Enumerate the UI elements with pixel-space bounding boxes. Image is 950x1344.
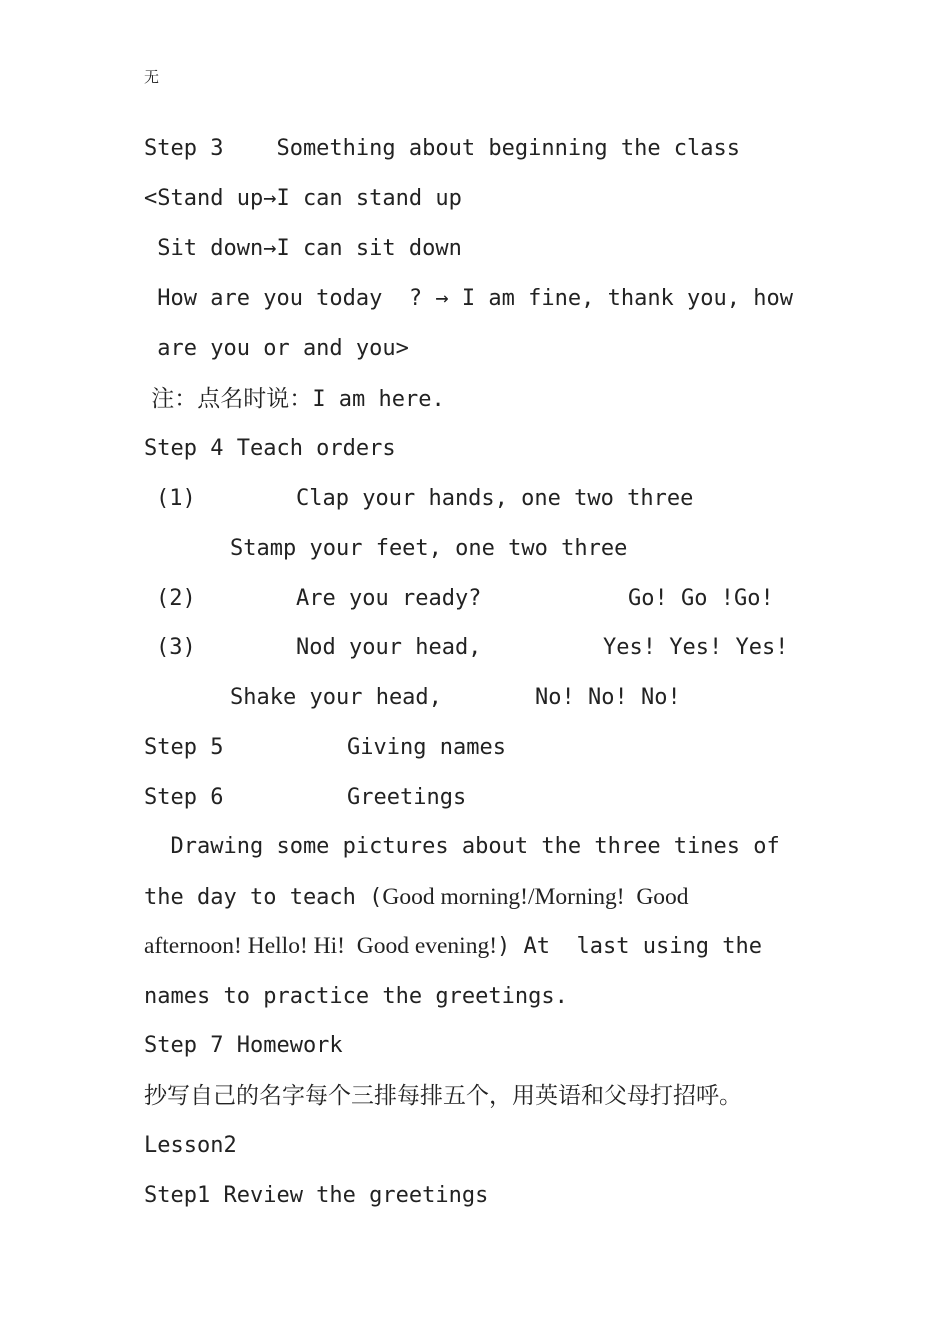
step4-item-2-text: Are you ready? [296,586,482,611]
step3-note-prefix: 注：点名时说： [144,386,313,412]
step6-paragraph-line-2-serif: Good morning!/Morning! Good [382,884,689,910]
step6-paragraph-line-1: Drawing some pictures about the three tines of [144,834,780,859]
step7-homework-text: 抄写自己的名字每个三排每排五个，用英语和父母打招呼。 [144,1083,742,1109]
step4-item-3-continued [144,683,844,713]
step6-paragraph-line-4: names to practice the greetings. [144,984,568,1009]
step4-item-2-number: (2) [156,586,196,611]
step3-note-suffix: I am here. [312,387,445,412]
step6-paragraph-line-3-mono: ) At last using the [497,934,762,959]
step5 [144,733,644,763]
lesson2-title: Lesson2 [144,1133,237,1158]
step5-text: Giving names [347,735,506,760]
step4-item-3-number: (3) [156,635,196,660]
step4-item-1 [144,484,844,514]
step6 [144,783,644,813]
step4-item-3-reply: Yes! Yes! Yes! [603,635,789,660]
step5-label: Step 5 [144,735,224,760]
step4-item-1-text: Clap your hands, one two three [296,486,694,511]
step3-line-sit-down: Sit down→I can sit down [144,236,462,261]
header-mark: 无 [144,68,160,86]
step6-paragraph-line-2-mono: the day to teach ( [144,885,383,910]
step6-paragraph-line-3 [144,931,762,961]
step3-line-stand-up: <Stand up→I can stand up [144,186,462,211]
lesson2-step1: Step1 Review the greetings [144,1183,489,1208]
step4-item-3-continued-text: Shake your head, [230,685,442,710]
step3-line-and-you: are you or and you> [144,336,409,361]
step4-item-1-continued-text: Stamp your feet, one two three [230,536,628,561]
step3-title: Step 3 Something about beginning the class [144,136,741,161]
step4-item-1-continued [144,534,844,564]
step6-paragraph-line-2 [144,882,689,912]
step4-item-3-continued-reply: No! No! No! [535,685,681,710]
step3-note [144,384,445,414]
step6-paragraph-line-3-serif: afternoon! Hello! Hi! Good evening! [144,933,498,959]
step4-item-3 [144,633,844,663]
step4-item-2 [144,584,844,614]
step4-title: Step 4 Teach orders [144,436,396,461]
step7-title: Step 7 Homework [144,1033,343,1058]
step4-item-1-number: (1) [156,486,196,511]
step3-line-how-are-you: How are you today ? → I am fine, thank you, how [144,286,794,311]
step6-label: Step 6 [144,785,224,810]
step4-item-2-reply: Go! Go !Go! [628,586,774,611]
step4-item-3-text: Nod your head, [296,635,482,660]
step6-text: Greetings [347,785,467,810]
